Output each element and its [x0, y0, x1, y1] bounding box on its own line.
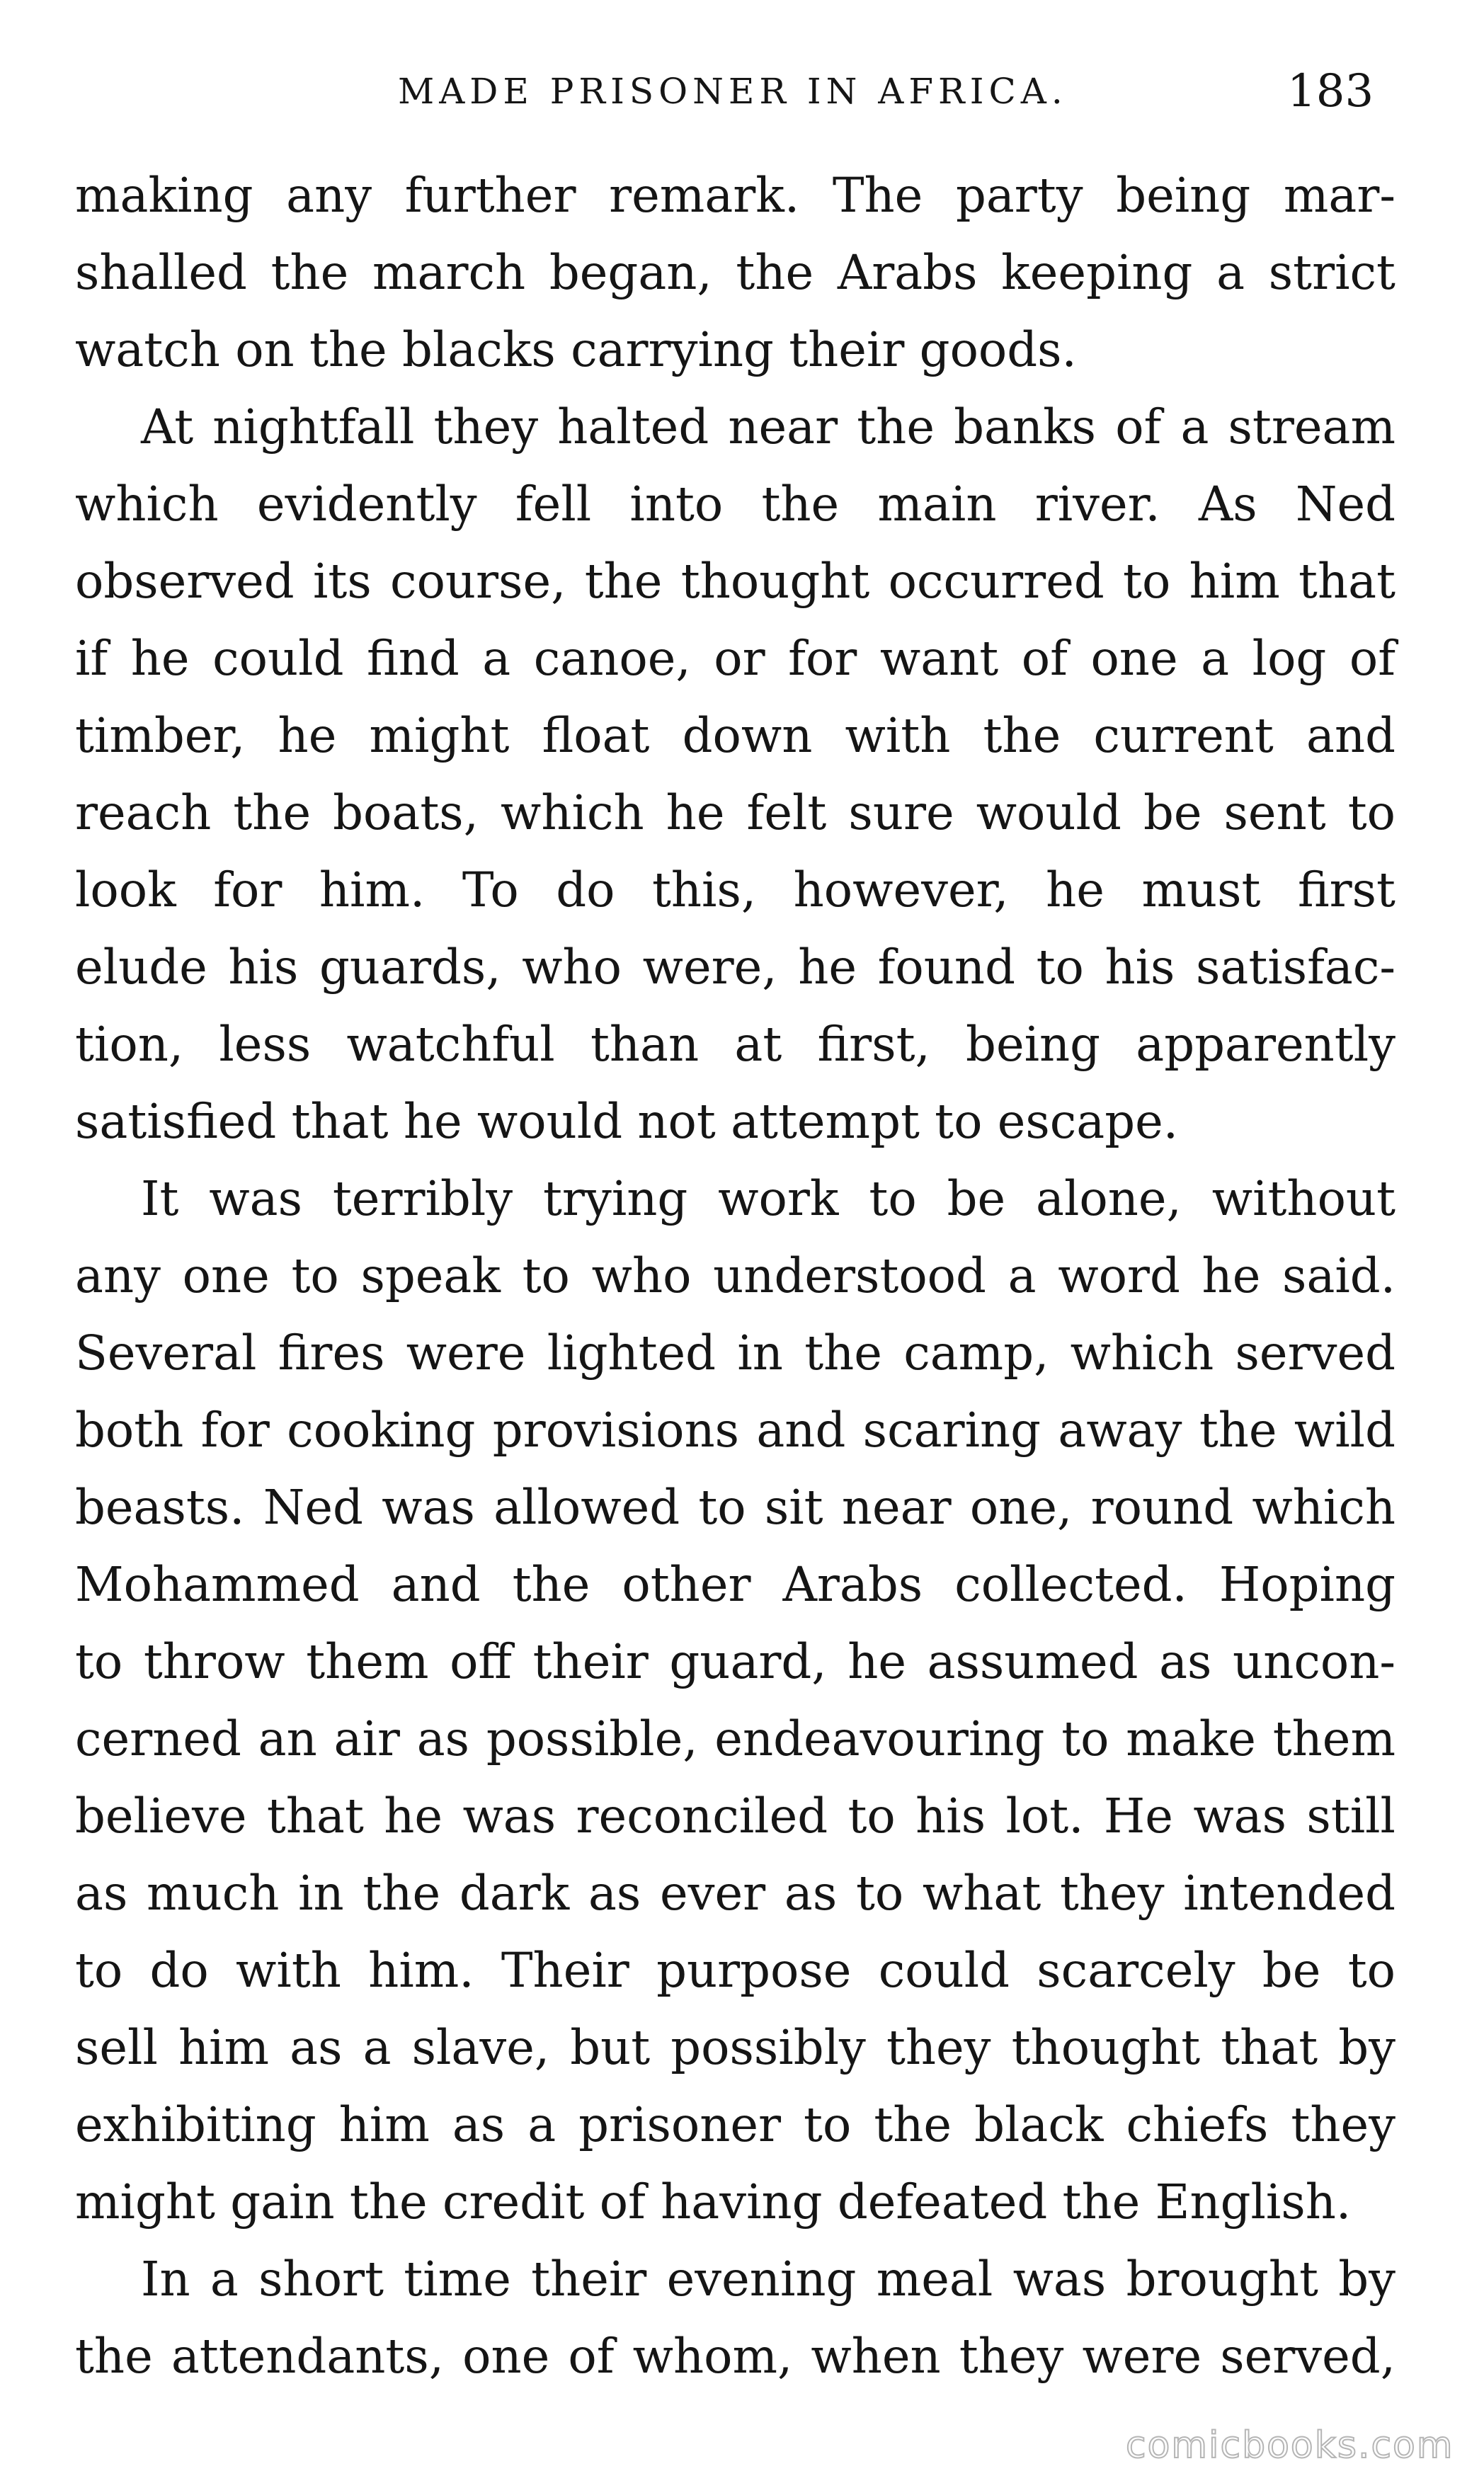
- text-line: watch on the blacks carrying their goods.: [75, 322, 1077, 377]
- text-line: to throw them off their guard, he assumed as uncon-: [75, 1634, 1395, 1689]
- text-line: In a short time their evening meal was brought by: [141, 2252, 1395, 2307]
- text-line: making any further remark. The party being mar-: [75, 168, 1395, 223]
- text-line: sell him as a slave, but possibly they thought that by: [75, 2020, 1395, 2075]
- text-line: if he could find a canoe, or for want of one a log of: [75, 631, 1395, 686]
- text-line: look for him. To do this, however, he must first: [75, 862, 1395, 918]
- body-text: [75, 157, 1395, 2395]
- running-head: [0, 65, 1484, 122]
- text-line: tion, less watchful than at first, being apparently: [75, 1017, 1395, 1072]
- text-line: elude his guards, who were, he found to his satisfac-: [75, 940, 1395, 995]
- paragraph-3: [75, 1160, 1395, 2241]
- paragraph-1: [75, 157, 1395, 389]
- text-line: reach the boats, which he felt sure would be sent to: [75, 785, 1395, 840]
- running-title: MADE PRISONER IN AFRICA.: [398, 71, 1068, 112]
- text-line: as much in the dark as ever as to what they intended: [75, 1866, 1395, 1921]
- text-line: satisfied that he would not attempt to escape.: [75, 1094, 1179, 1149]
- text-line: the attendants, one of whom, when they were served,: [75, 2329, 1395, 2384]
- text-line: Mohammed and the other Arabs collected. Hoping: [75, 1557, 1395, 1612]
- paragraph-2: [75, 389, 1395, 1160]
- text-line: exhibiting him as a prisoner to the black chiefs they: [75, 2097, 1395, 2152]
- text-line: to do with him. Their purpose could scarcely be to: [75, 1943, 1395, 1998]
- text-line: Several fires were lighted in the camp, which served: [75, 1325, 1395, 1381]
- text-line: timber, he might float down with the current and: [75, 708, 1395, 763]
- text-line: both for cooking provisions and scaring away the wild: [75, 1403, 1395, 1458]
- text-line: At nightfall they halted near the banks of a stream: [141, 399, 1395, 455]
- text-line: It was terribly trying work to be alone, without: [141, 1171, 1395, 1226]
- text-line: beasts. Ned was allowed to sit near one, round which: [75, 1480, 1395, 1535]
- text-line: might gain the credit of having defeated the English.: [75, 2174, 1352, 2230]
- text-line: which evidently fell into the main river. As Ned: [75, 477, 1395, 532]
- text-line: shalled the march began, the Arabs keeping a strict: [75, 245, 1395, 300]
- paragraph-4: [75, 2241, 1395, 2395]
- text-line: observed its course, the thought occurred to him that: [75, 554, 1395, 609]
- text-line: cerned an air as possible, endeavouring to make them: [75, 1711, 1395, 1767]
- page-number: 183: [1287, 65, 1374, 118]
- text-line: believe that he was reconciled to his lot. He was still: [75, 1788, 1395, 1844]
- text-line: any one to speak to who understood a word he said.: [75, 1248, 1395, 1303]
- watermark: comicbooks.com: [1126, 2424, 1454, 2467]
